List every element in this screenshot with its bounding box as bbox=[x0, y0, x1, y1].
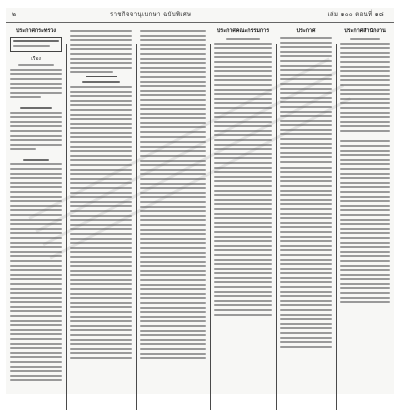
column-rule bbox=[276, 44, 277, 410]
column-5 bbox=[280, 26, 332, 392]
page-header bbox=[6, 8, 394, 23]
page-number: ๒ bbox=[12, 11, 16, 18]
column-4-heading: ประกาศคณะกรรมการ bbox=[216, 28, 270, 34]
column-4 bbox=[214, 26, 272, 392]
column-rule bbox=[136, 44, 137, 410]
column-6 bbox=[340, 26, 390, 392]
publication-title: ราชกิจจานุเบกษา ฉบับพิเศษ bbox=[110, 11, 192, 18]
column-1-subheading: เรื่อง bbox=[31, 56, 41, 63]
column-1-heading: ประกาศกระทรวง bbox=[15, 28, 57, 34]
column-6-heading: ประกาศสำนักงาน bbox=[344, 28, 386, 34]
column-1-box bbox=[10, 37, 62, 52]
column-2 bbox=[70, 26, 132, 392]
column-3 bbox=[140, 26, 206, 392]
newspaper-page bbox=[6, 8, 394, 394]
column-rule bbox=[66, 44, 67, 410]
column-1 bbox=[10, 26, 62, 392]
column-5-heading: ประกาศ bbox=[296, 28, 316, 34]
issue-info: เล่ม ๑๐๐ ตอนที่ ๑๘ bbox=[327, 11, 384, 18]
column-area bbox=[6, 26, 394, 392]
column-rule bbox=[210, 44, 211, 410]
column-rule bbox=[336, 44, 337, 410]
